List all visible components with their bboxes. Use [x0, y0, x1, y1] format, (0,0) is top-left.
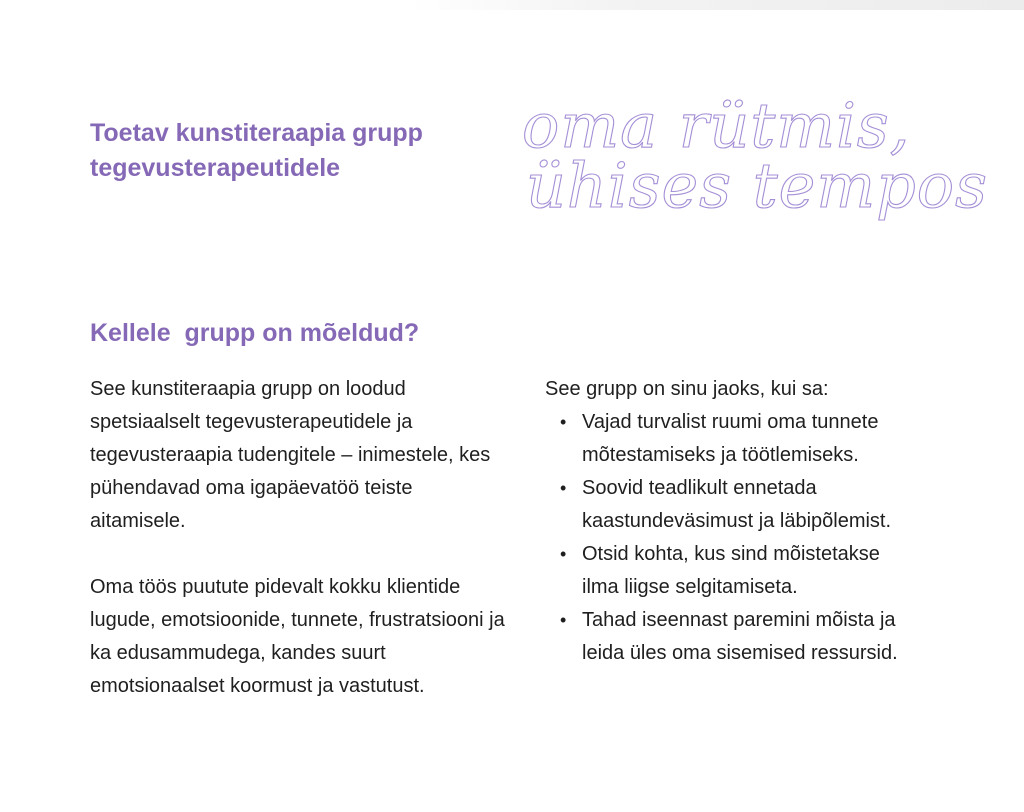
bullet-icon: •: [560, 610, 567, 630]
bullet-icon: •: [560, 412, 567, 432]
left-column: [90, 373, 510, 703]
section-heading: Kellele grupp on mõeldud?: [90, 319, 420, 347]
list-item: [545, 406, 917, 472]
page-title-line1: Toetav kunstiteraapia grupp: [90, 119, 423, 147]
list-item: [545, 604, 917, 670]
right-column: [545, 373, 965, 670]
tagline-line2: ühises tempos: [526, 149, 988, 222]
audience-list: [545, 406, 965, 670]
page-title-line2: tegevusterapeutidele: [90, 154, 341, 182]
list-item-text: Soovid teadlikult ennetada kaastundeväsimust ja läbipõlemist.: [582, 477, 892, 532]
list-item-text: Vajad turvalist ruumi oma tunnete mõtestamiseks ja töötlemiseks.: [582, 411, 879, 466]
list-item: [545, 538, 917, 604]
list-item-text: Tahad iseennast paremini mõista ja leida üles oma sisemised ressursid.: [582, 609, 898, 664]
top-edge-shade: [0, 0, 1024, 10]
script-tagline: [522, 89, 992, 222]
paragraph-intro: See kunstiteraapia grupp on loodud spetsiaalselt tegevusterapeutidele ja tegevusteraapia tudengitele – inimestele, kes pühendavad oma igapäevatöö teiste aitamisele.: [90, 378, 491, 532]
bullet-icon: •: [560, 544, 567, 564]
tagline-line1: oma rütmis,: [522, 89, 911, 162]
list-item: [545, 472, 917, 538]
page-title: [90, 116, 530, 186]
list-item-text: Otsid kohta, kus sind mõistetakse ilma liigse selgitamiseta.: [582, 543, 880, 598]
list-intro: See grupp on sinu jaoks, kui sa:: [545, 378, 829, 400]
bullet-icon: •: [560, 478, 567, 498]
paragraph-workload: Oma töös puutute pidevalt kokku klientide lugude, emotsioonide, tunnete, frustratsiooni ja ka edusammudega, kandes suurt emotsionaalset koormust ja vastutust.: [90, 576, 505, 697]
